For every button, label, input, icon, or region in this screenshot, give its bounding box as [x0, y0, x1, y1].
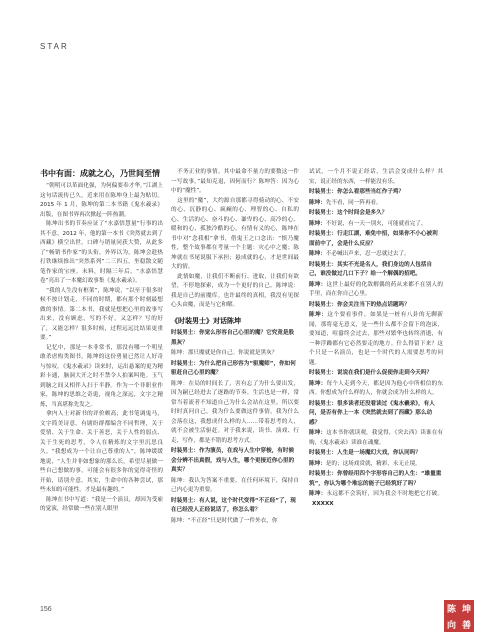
paragraph: “朝明可以革面化强，为何偏要奉才华。”江湖上这句话流传已久，近来用在陈坤身上最为贴切。2015 年 1 月，陈坤的第二本书籍《鬼水羲录》出版，在图书界再次掀起一阵热潮。 [40, 183, 163, 218]
paragraph: 这里的“魔”，大约源自那都寻得骑动的心、不安的心、沉静的心、疯癫的心、理智的心、自私的心、生活的心、奋斗的心、谦卑的心、高冷的心、暖和的心、孤独冷酷的心，有情有义的心，陈坤在书中对“念我相”拿书，借鬼王之口念出：“慎乃魔性，整个故事都在考量一个主题：灾心中之魔；陈坤就在书尾说服下承担；悬成就的心，才是世间最大的情。 [171, 197, 299, 270]
answer-text: 试试，一个月不说正经话，生活会变成什么样？其实，说正经的东西，一样能没有乐。 [309, 169, 443, 185]
interview-question: 时装男士：这个时间会是多久？ [309, 210, 388, 216]
speaker-label: 陈坤： [309, 430, 327, 436]
interview-answer [309, 311, 443, 368]
page-number: 156 [40, 606, 52, 613]
interview-question: 时装男士：说说在我们是什么促使你走到今天吗？ [309, 370, 433, 376]
paragraph: “我的人生没有框架”，陈坤说，“以至于很多时候不按计划走，不同的时期，都有那个时刻最想做的事情。第二本书，我就是想把心里的故事写出来，没有顾虑，写的不好，又怎样？写的好了，又能怎样？很多时候，过程远远比结果更重要。” [40, 287, 163, 341]
interview-question: 时装男士：你怎么看那些当红作子鸡？ [309, 189, 405, 195]
answer-text: 永远都不会筑好，因为我会不时地把它打破。 [326, 491, 443, 497]
interview-answer: 陈坤：我认为答案不重要，在任何环境下，保持自己内心更为重要。 [171, 477, 299, 493]
seal-char: 坤 [461, 604, 471, 615]
interview-answer [309, 168, 443, 187]
speaker-label: 陈坤： [309, 251, 326, 257]
interview-question: 时装男士：为什么把自己形容为“驱魔师”，你如何驱赶自己心里的魔？ [171, 360, 296, 376]
answer-text: 这个要看事件，如果是一桩有八卦的无聊新闻，那将毫无意义，是一些什么都不会留下的泡沫，要知道，喧嚣终会过去，那些对繁华也转终消逝，有一种浮躁都有它必然要走的地方。什么得留下来？这个只是一名演员，也是一个时代的人需要思考的问题。 [309, 312, 443, 366]
interview-answer: 陈坤：在局的时间长了，害有忘了为什么要出发，因为嗣已经进去了逐路的节奏。生活也是一样，常常当着流者不知道自己为什么会站在这里。所以要时时真问自己，我为什么要做这件事情，我为什么会落在这，我想成什么样的人……带着思考的人，就不会被生活驱赶。对于我来说，读书、演戏、行走、写作，都是不错的思考方式。 [171, 380, 299, 444]
interview-question: 时装男士：你会关注当下的热点话题吗？ [309, 301, 410, 308]
speaker-label: 陈坤： [309, 220, 326, 227]
interview-answer [309, 250, 443, 260]
answer-text: 是的；这场戏赏就，精彩，永无止境。 [325, 460, 421, 467]
interview-question: 时装男士：作为演员，在戏与人生中穿梭，有时候会分辨不出真假，戏与人生，哪个更接近你心里的真实？ [171, 448, 295, 473]
qa-pair [171, 360, 299, 447]
answer-text: 每个人走到今天，都是因为他心中所相信的东西。你想成为什么样的人，你就会成为什么样的人。 [309, 380, 443, 396]
speaker-label: 陈坤： [309, 491, 327, 497]
interview-answer [309, 429, 443, 448]
interview-answer [309, 199, 443, 209]
interview-answer [309, 460, 443, 470]
interview-answer [309, 490, 443, 509]
interview-question: 时装男士：很多读者还没看读过《鬼水羲录》，有人问，是否有你上一本《突然就去到了西藏》那么动感？ [309, 400, 435, 426]
speaker-label: 陈坤： [309, 380, 327, 387]
interview-answer [309, 380, 443, 399]
answer-text: 这本书你就读观，我觉得，《突去西》读谁在有购，《鬼水羲录》读谁在魂魔。 [309, 430, 443, 446]
seal-char: 善 [461, 620, 471, 631]
qa-pair [171, 447, 299, 496]
answer-text: 不必喊出声来，忍一忍就过去了。 [325, 251, 410, 257]
answer-text: 这世上最好的化敌解偶的药从来都不在别人的手里，而在你自己心里。 [309, 281, 443, 297]
qa-pair [171, 329, 299, 359]
speaker-label: 陈坤： [309, 460, 326, 467]
interview-answer [309, 281, 443, 300]
interview-answer [309, 220, 443, 230]
qa-pair [171, 497, 299, 527]
interview-answer: 陈坤：那只魔就是你自己。你说就是黑灰？ [171, 350, 278, 356]
interview-question: 时装男士：你曾经用四个字形容自己的人生：“雄量重筑”，你认为哪个堆忘的能子已经筑好了吗？ [309, 471, 442, 487]
article-headline: 书中有面：成就之心，乃世间至情 [40, 169, 160, 178]
paragraph: 拿内人士对新书的评价颇高；此书笔调鬼马，文字简美诗意。有剧纷群都编含不同哲理，关于爱情、关于生命、关于善恶，关于人性的弱点、关于生死的思考，令人在精炼的文字里沉思良久。“我想成为一个让自己尊重的人”，陈坤缓缓地说，“人生并非如想象的那么长，希望尽量做一些自己想做的事，可能会有很多你的觉得奇怪的开始，请别介意，其实，生命中的各种尝试，那些未知的可能性，才是最有趣的。” [40, 411, 163, 493]
article-column-3 [309, 168, 443, 510]
paragraph: 不务正业的事情。其中最命不量力的要数这一件一写故事。”最知克退，因何而行？陈坤答：因为心中的“魔性”。 [171, 169, 299, 194]
answer-text: 不好说，有一天一别火，可能就看完了。 [325, 220, 427, 227]
chen-kun-seal-logo [444, 600, 474, 632]
article-column-2 [171, 168, 299, 527]
paragraph: 记忆中，那是一本非常书，那没有哪一个明星敢杀虐构类图书，陈坤的这份勇量已然让人好奇与惊叹。《鬼水羲录》读来时，运出悬案的更为精彩卡通，脑洞大开之时不禁令人拍案叫绝。玉气到脑之间又相伴入扫于半静。作为一个非职业作家，陈坤的思维之奇诡，视角之深远，文字之精炼，当真堪称先发之。 [40, 344, 163, 408]
speaker-label: 陈坤： [309, 281, 327, 288]
seal-char: 陈 [446, 604, 456, 615]
interview-question: 时装男士：有人说，这个时代变得“不正经”了，现在已经没人正经说话了，你怎么看？ [171, 497, 296, 513]
article-end-mark: XXXXX [312, 500, 334, 507]
section-label: STAR [40, 42, 69, 51]
interview-answer: 陈坤：“不正经”只是时代做了一件外衣，你 [171, 517, 278, 524]
interview-question: 时装男士：你觉么形容自己心里的魔？它究竟是股黑灰？ [171, 330, 295, 346]
paragraph: 陈坤出书的节奏应证了“水嘉悟慧量”行事的出其不意。2012 年，他的第一本书《突然就去到了西藏》横空出世，口碑与销量同获大赞，从此多了“畅销书作家”的头衔。外界以为，陈坤会趁热打铁继续推出“突然系列”二三四五，坐稳散文随笔作家的宝座。未料，时隔三年后，“水嘉悟慧卷”亮出了一本魔幻故事集《鬼水羲录》。 [40, 221, 163, 284]
article-column-1 [40, 168, 163, 515]
interview-question: 时装男士：其实不光是名人，我们身边的人包括自己，谁没做过几口下子？给一个解偶的招吧。 [309, 261, 433, 277]
paragraph: 陈坤在书中写道：“我是一个演员，却因为受雇的觉演，经常做一些在别人眼里 [40, 496, 163, 512]
speaker-label: 陈坤： [309, 312, 328, 318]
interview-question: 时装男士：人生是一场魔幻大戏，你认同吗？ [309, 450, 421, 456]
interview-title: 《时装男士》对话陈坤 [171, 316, 241, 325]
paragraph: 此情如魔，让我们不断前行、进取，让我们有欲望，不停地探索，成为一个更好的自己。陈坤说：我是自己的前魔库。也许最终的真相，我没有见探心头由魔，而是与它和解。 [171, 273, 299, 308]
interview-question: 时装男士：行走江湖，难免中招，如果你不小心被利面前中了，会是什么反应？ [309, 231, 438, 247]
answer-text: 先不看，同一阵再看。 [325, 199, 382, 206]
seal-char: 向 [446, 620, 456, 631]
speaker-label: 陈坤： [309, 199, 326, 206]
